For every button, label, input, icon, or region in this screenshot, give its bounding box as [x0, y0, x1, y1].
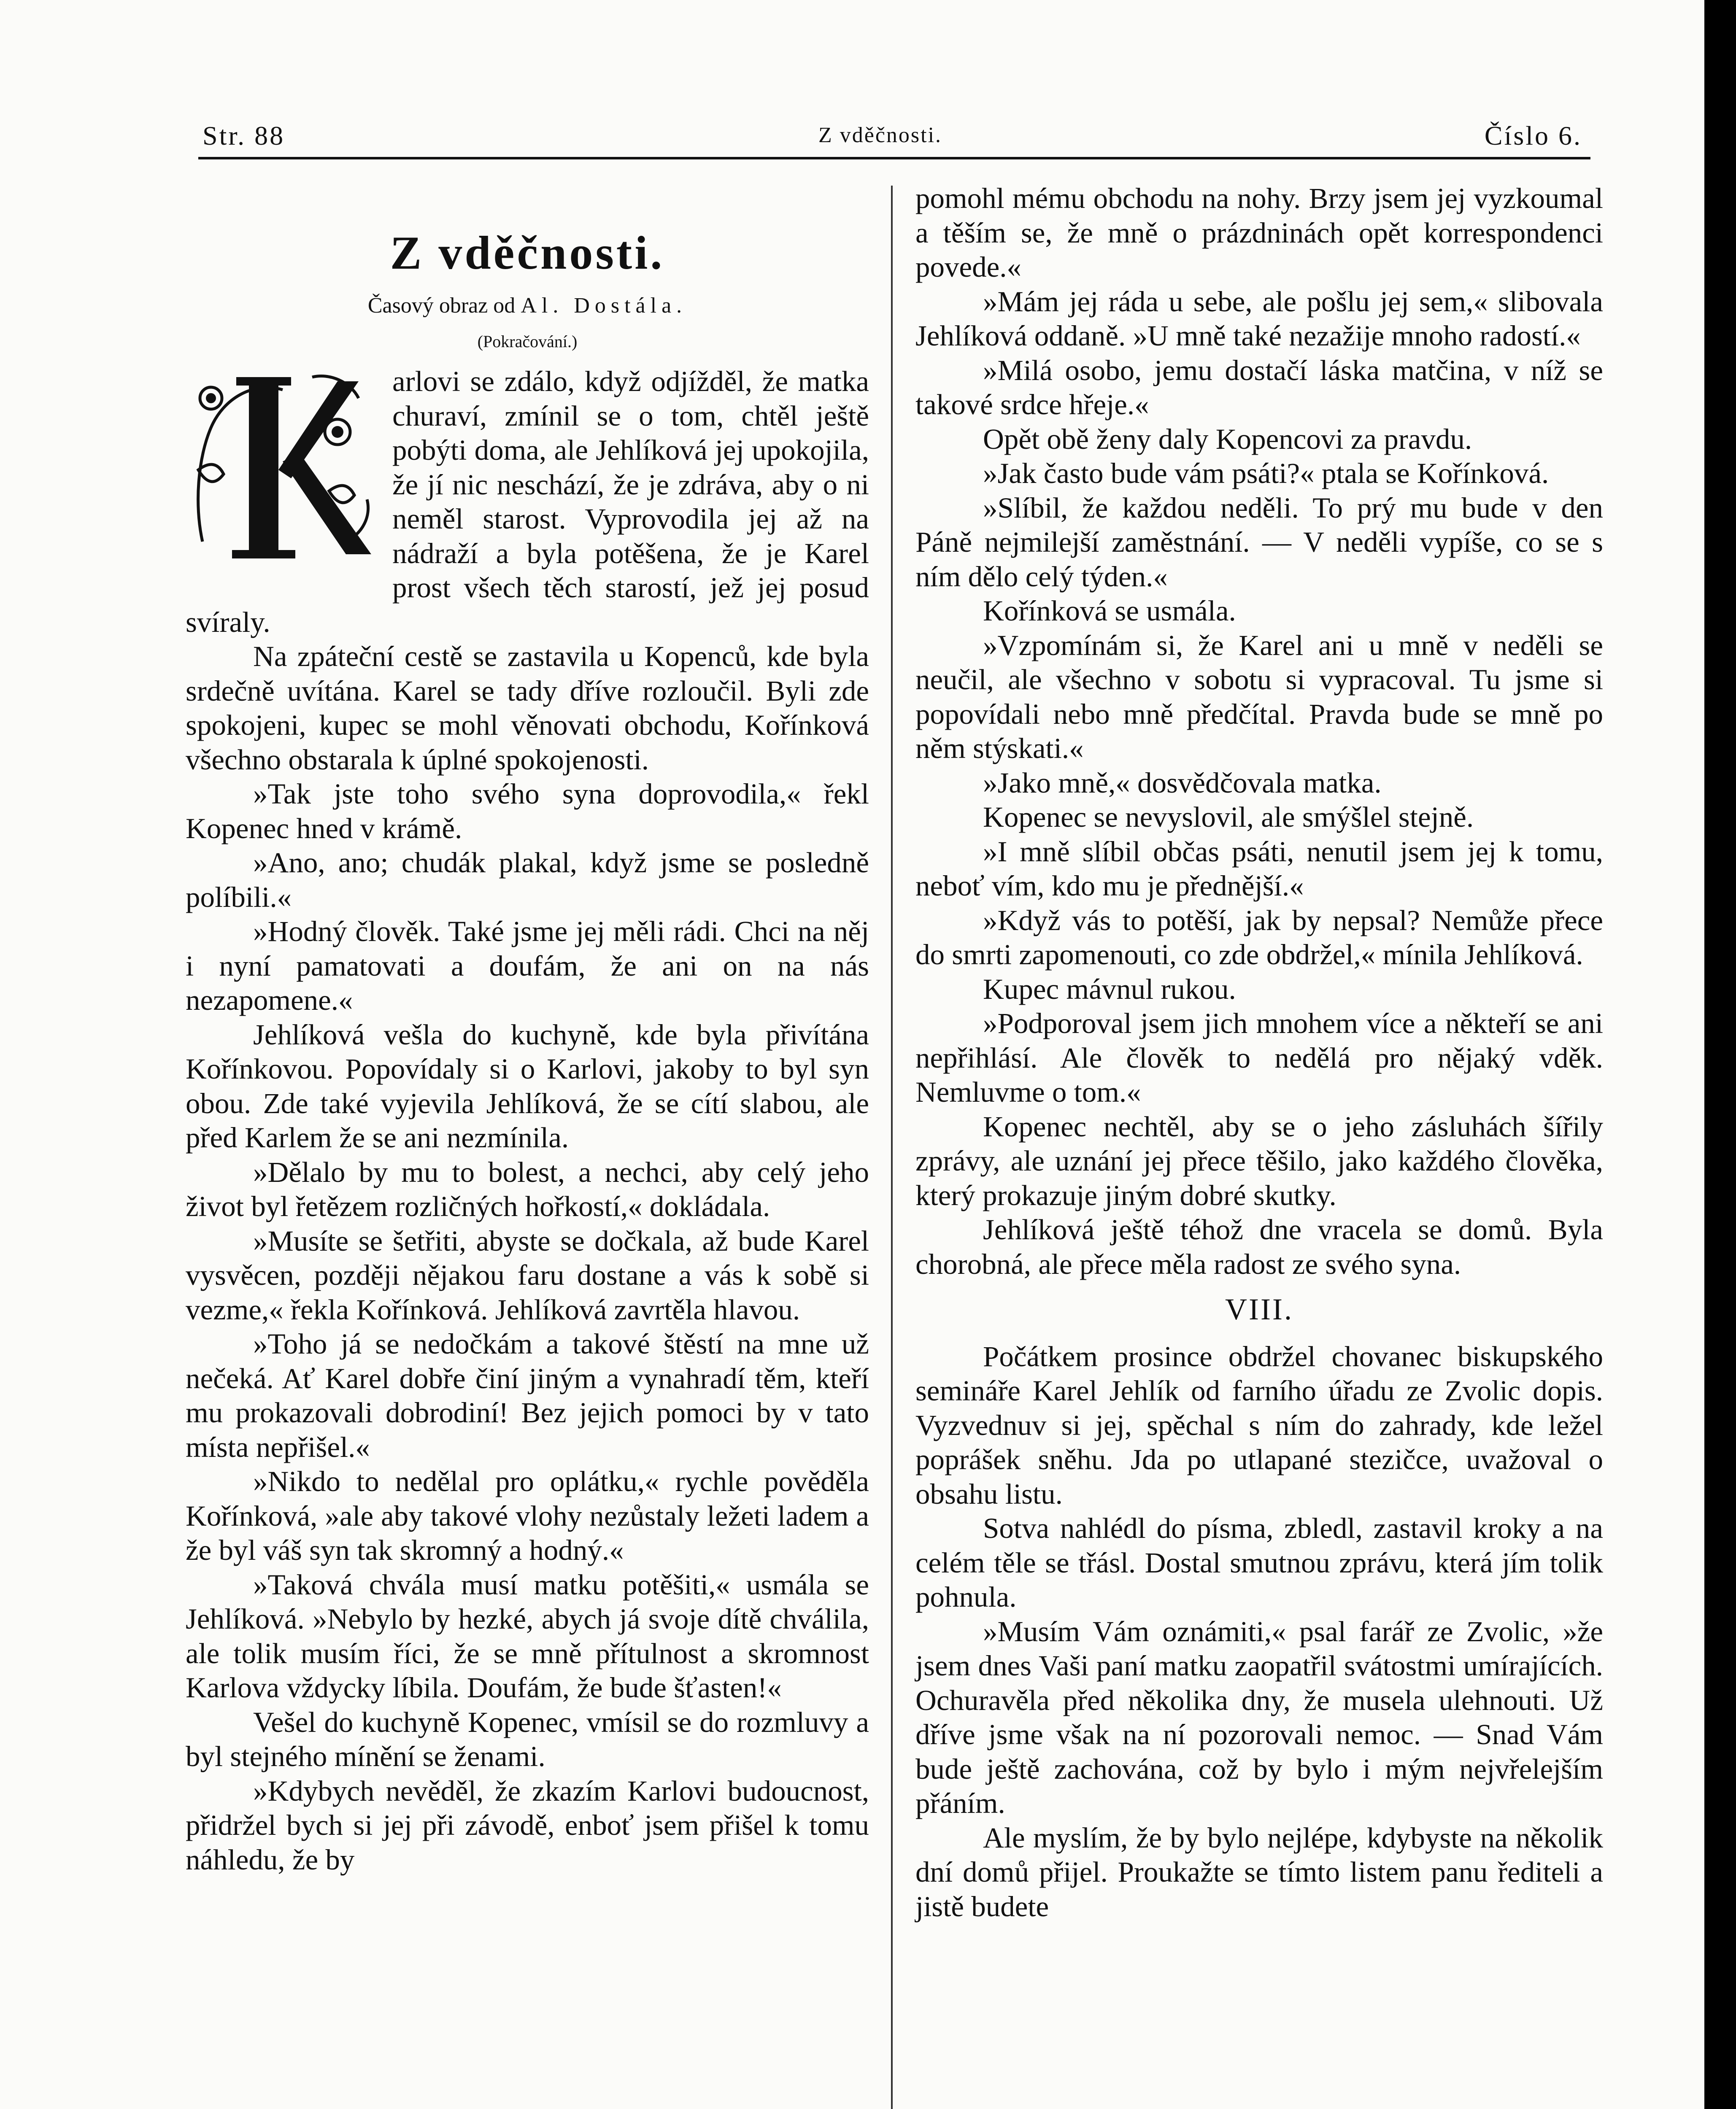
ornamental-drop-cap — [186, 364, 384, 575]
running-title: Z vděčnosti. — [818, 123, 942, 147]
paragraph: Kopenec se nevyslovil, ale smýšlel stejně. — [983, 801, 1474, 833]
paragraph: Počátkem prosince obdržel chovanec biskupského semináře Karel Jehlík od farního úřadu ze Zvolic dopis. Vyzvednuv si jej, spěchal s ním do zahrady, kde ležel poprášek sněhu. Jda po utlapané stezičce, uvažoval o obsahu listu. — [915, 1340, 1603, 1510]
scan-edge — [1704, 0, 1736, 2109]
paragraph: arlovi se zdálo, když odjížděl, že matka churaví, zmínil se o tom, chtěl ještě pobýti doma, ale Jehlíková jej upokojila, že jí nic neschází, že je zdráva, aby o ni neměl starost. Vyprovodila jej až na nádraží a byla potěšena, že je Karel prost všech těch starostí, jež jej posud svíraly. — [186, 365, 869, 638]
paragraph: »Slíbil, že každou neděli. To prý mu bude v den Páně nejmilejší zaměstnání. — V neděli vypíše, co se s ním dělo celý týden.« — [915, 491, 1603, 593]
paragraph: Jehlíková ještě téhož dne vracela se domů. Byla chorobná, ale přece měla radost ze svého syna. — [915, 1214, 1603, 1280]
paragraph: »Kdybych nevěděl, že zkazím Karlovi budoucnost, přidržel bych si jej při závodě, enboť jsem přišel k tomu náhledu, že by — [186, 1775, 869, 1876]
paragraph: »Když vás to potěší, jak by nepsal? Nemůže přece do smrti zapomenouti, co zde obdržel,« mínila Jehlíková. — [915, 904, 1603, 971]
page-number: Str. 88 — [202, 121, 285, 151]
paragraph: »Musím Vám oznámiti,« psal farář ze Zvolic, »že jsem dnes Vaši paní matku zaopatřil svátostmi umírajících. Ochuravěla před několika dny, že musela ulehnouti. Už dříve jsme však na ní pozorovali nemoc. — Snad Vám bude ještě zachována, což by bylo i mým nejvřelejším přáním. — [915, 1615, 1603, 1819]
paragraph: Jehlíková vešla do kuchyně, kde byla přivítána Kořínkovou. Popovídaly si o Karlovi, jakoby to byl syn obou. Zde také vyjevila Jehlíková, že se cítí slabou, ale před Karlem že se ani nezmínila. — [186, 1018, 869, 1154]
paragraph: Kopenec nechtěl, aby se o jeho zásluhách šířily zprávy, ale uznání jej přece těšilo, jako každého člověka, který prokazuje jiným dobré skutky. — [915, 1110, 1603, 1211]
paragraph: »Ano, ano; chudák plakal, když jsme se posledně políbili.« — [186, 847, 869, 913]
issue-number: Číslo 6. — [1484, 121, 1582, 151]
paragraph: »Musíte se šetřiti, abyste se dočkala, až bude Karel vysvěcen, později nějakou faru dostane a vás k sobě si vezme,« řekla Kořínková. Jehlíková zavrtěla hlavou. — [186, 1224, 869, 1326]
paragraph: Opět obě ženy daly Kopencovi za pravdu. — [983, 423, 1472, 455]
author-name: Al. Dostála. — [521, 294, 687, 318]
right-column — [915, 181, 1603, 1924]
continuation-note: (Pokračování.) — [477, 332, 578, 351]
paragraph: »Jako mně,« dosvědčovala matka. — [983, 766, 1382, 799]
paragraph: »Toho já se nedočkám a takové štěstí na mne už nečeká. Ať Karel dobře činí jiným a vynahradí těm, kteří mu prokazovali dobrodiní! Bez jejich pomoci by v tato místa nepřišel.« — [186, 1328, 869, 1463]
running-header — [202, 112, 1595, 158]
paragraph: Sotva nahlédl do písma, zbledl, zastavil kroky a na celém těle se třásl. Dostal smutnou zprávu, která jím tolik pohnula. — [915, 1512, 1603, 1613]
paragraph: pomohl mému obchodu na nohy. Brzy jsem jej vyzkoumal a těším se, že mně o prázdninách opět korrespondenci povede.« — [915, 182, 1603, 283]
paragraph: Kořínková se usmála. — [983, 595, 1236, 627]
paragraph: »Nikdo to nedělal pro oplátku,« rychle pověděla Kořínková, »ale aby takové vlohy nezůstaly ležeti ladem a že byl váš syn tak skromný a hodný.« — [186, 1465, 869, 1566]
left-column — [186, 181, 869, 1877]
paragraph: »I mně slíbil občas psáti, nenutil jsem jej k tomu, neboť vím, kdo mu je přednější.« — [915, 835, 1603, 902]
paragraph: »Hodný člověk. Také jsme jej měli rádi. Chci na něj i nyní pamatovati a doufám, že ani on na nás nezapomene.« — [186, 915, 869, 1016]
paragraph: Kupec mávnul rukou. — [983, 973, 1236, 1005]
column-divider — [891, 186, 893, 2109]
paragraph: Vešel do kuchyně Kopenec, vmísil se do rozmluvy a byl stejného mínění se ženami. — [186, 1706, 869, 1772]
header-rule — [198, 157, 1590, 159]
paragraph: »Mám jej ráda u sebe, ale pošlu jej sem,« slibovala Jehlíková oddaně. »U mně také nezažije mnoho radostí.« — [915, 285, 1603, 352]
paragraph: Ale myslím, že by bylo nejlépe, kdybyste na několik dní domů přijel. Proukažte se tímto listem panu řediteli a jistě budete — [915, 1821, 1603, 1923]
article-title: Z vděčnosti. — [390, 227, 665, 279]
byline-prefix: Časový obraz od — [367, 294, 516, 318]
paragraph: »Vzpomínám si, že Karel ani u mně v neděli se neučil, ale všechno v sobotu si vypracoval. Tu jsme si popovídali nebo mně předčítal. Pravda bude se mně po něm stýskati.« — [915, 629, 1603, 764]
paragraph: »Dělalo by mu to bolest, a nechci, aby celý jeho život byl řetězem rozličných hořkostí,« dokládala. — [186, 1156, 869, 1222]
paragraph: »Jak často bude vám psáti?« ptala se Kořínková. — [983, 457, 1549, 489]
opening-block — [186, 364, 869, 639]
section-heading: VIII. — [1225, 1292, 1293, 1326]
paragraph: Na zpáteční cestě se zastavila u Kopenců, kde byla srdečně uvítána. Karel se tady dříve rozloučil. Byli zde spokojeni, kupec se mohl věnovati obchodu, Kořínková všechno obstarala k úplné spokojenosti. — [186, 640, 869, 776]
paragraph: »Podporoval jsem jich mnohem více a někteří se ani nepřihlásí. Ale člověk to nedělá pro nějaký vděk. Nemluvme o tom.« — [915, 1007, 1603, 1108]
article-byline — [186, 291, 869, 321]
paragraph: »Taková chvála musí matku potěšiti,« usmála se Jehlíková. »Nebylo by hezké, abych já svoje dítě chválila, ale tolik musím říci, že se mně přítulnost a skromnost Karlova vždycky líbila. Doufám, že bude šťasten!« — [186, 1568, 869, 1704]
paragraph: »Milá osobo, jemu dostačí láska matčina, v níž se takové srdce hřeje.« — [915, 354, 1603, 421]
paragraph: »Tak jste toho svého syna doprovodila,« řekl Kopenec hned v krámě. — [186, 778, 869, 844]
